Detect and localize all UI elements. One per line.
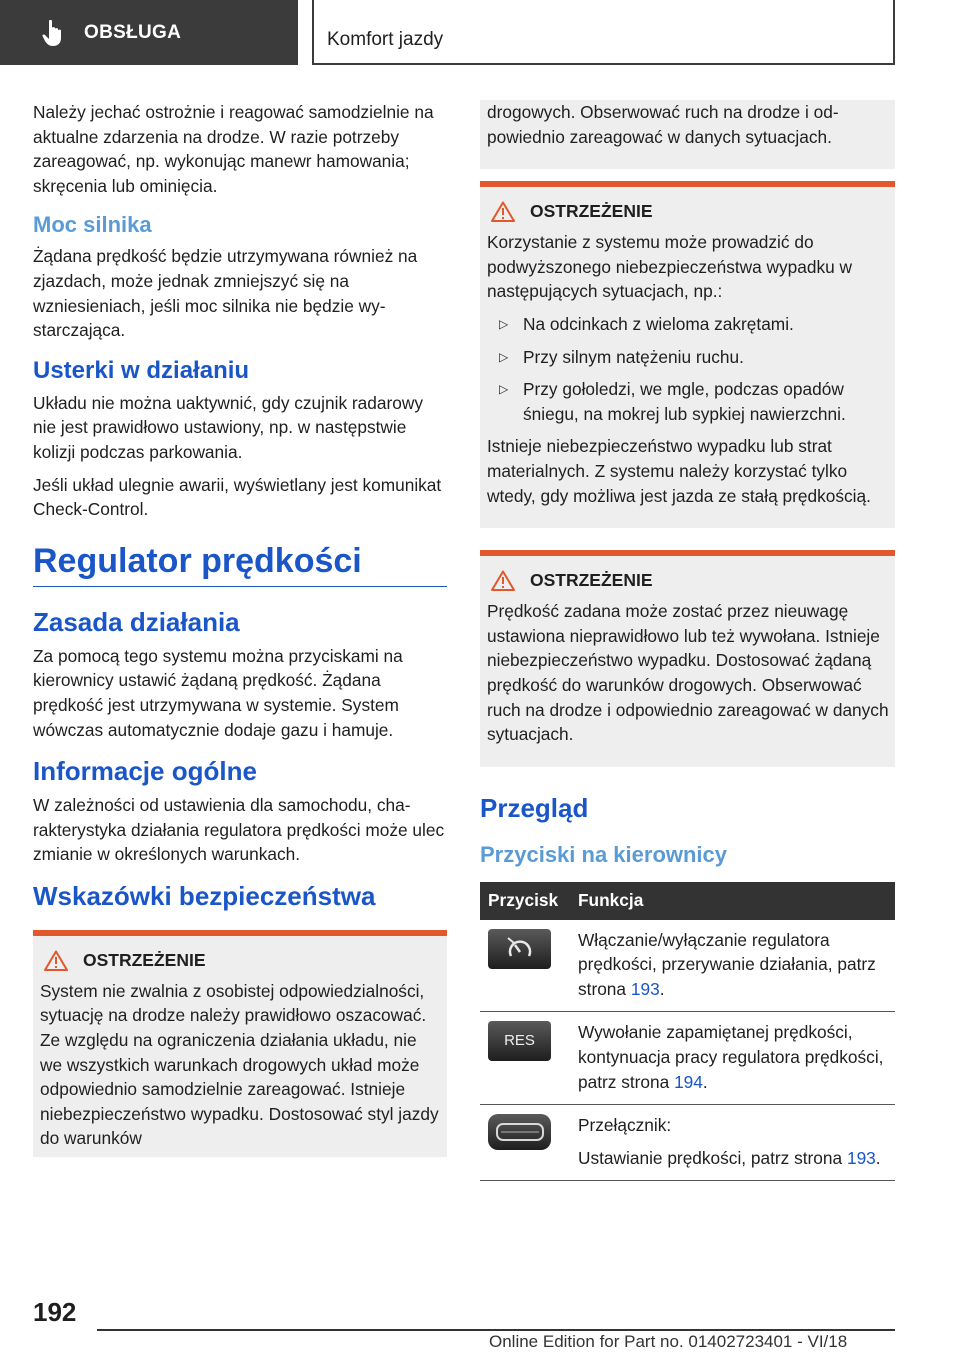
footer-divider xyxy=(97,1329,895,1331)
bullet-triangle-icon: ▷ xyxy=(499,382,509,397)
edition-note: Online Edition for Part no. 01402723401 - VI/18 xyxy=(489,1332,848,1351)
chapter-label: Komfort jazdy xyxy=(327,29,444,50)
col-header-przycisk: Przycisk xyxy=(480,882,574,920)
usterki-text-1: Układu nie można uaktywnić, gdy czujnik radarowy nie jest prawidłowo ustawiony, np. w następstwie kolizji podczas parkowania. xyxy=(33,392,423,462)
hand-pointer-icon xyxy=(42,19,64,47)
page-link-193[interactable]: 193 xyxy=(846,1147,876,1168)
warning-box-1 xyxy=(480,181,895,528)
warning-triangle-icon xyxy=(44,950,68,971)
bullet-triangle-icon: ▷ xyxy=(499,316,509,331)
continuation-text: drogowych. Obserwować ruch na drodze i odpowiednio zareagować w danych sytuacjach. xyxy=(487,102,839,147)
moc-silnika-heading: Moc silnika xyxy=(33,212,152,238)
warning-title: OSTRZEŻENIE xyxy=(40,950,441,971)
warning-text: System nie zwalnia z osobistej odpowiedzialności, sytuację na drodze należy prawidłowo oszacować. Ze względu na ograniczenia działania układu, nie we wszystkich warunkach drogowych układ może odpowiednio samodzielnie zareagować. Istnieje niebezpieczeństwo wypadku. Dostosować styl jazdy do warunków xyxy=(40,980,439,1149)
rocker-switch-icon xyxy=(488,1114,551,1150)
left-column xyxy=(33,100,447,1157)
warning-title: OSTRZEŻENIE xyxy=(487,201,889,222)
warning-title: OSTRZEŻENIE xyxy=(487,570,889,591)
main-title: Regulator prędkości xyxy=(33,540,447,587)
warning-box-2 xyxy=(480,550,895,767)
col-header-funkcja: Funkcja xyxy=(574,882,895,920)
page-link-194[interactable]: 194 xyxy=(674,1071,703,1092)
przyciski-heading: Przyciski na kierownicy xyxy=(480,841,728,867)
warning-2-text: Prędkość zadana może zostać przez nieuwagę ustawiona nieprawidłowo lub też wywołana. Istnieje niebezpieczeństwo wypadku. Dostosować żądaną prędkość do warunków drogowych. Obserwować ruch na drodze i odpowiednio zareagować w danych sytuacjach. xyxy=(487,601,889,745)
table-row: Włączanie/wyłączanie regulatora prędkości, przerywanie działania, patrz strona 193. xyxy=(480,920,895,1012)
table-row: RES Wywołanie zapamiętanej prędkości, kontynuacja pracy regulatora prędkości, patrz strona 194. xyxy=(480,1012,895,1105)
zasada-text: Za pomocą tego systemu można przyciskami na kierownicy ustawić żądaną prędkość. Żądana prędkość jest utrzymywana w systemie. System wówczas automatycznie dodaje gazu i hamuje. xyxy=(33,645,403,740)
warning-1-text-2: Istnieje niebezpieczeństwo wypadku lub strat materialnych. Z systemu należy korzystać tylko wtedy, gdy możliwa jest jazda ze stałą prędkością. xyxy=(487,436,871,506)
table-header-row xyxy=(480,882,895,920)
zasada-heading: Zasada działania xyxy=(33,606,240,637)
cruise-control-icon xyxy=(488,929,551,969)
table-row: Przełącznik: Ustawianie prędkości, patrz strona 193. xyxy=(480,1105,895,1181)
header-chapter-box xyxy=(312,0,895,65)
section-label: OBSŁUGA xyxy=(84,21,182,43)
page-link-193[interactable]: 193 xyxy=(630,978,660,999)
header-section-tab xyxy=(0,0,298,65)
bullet-item: ▷ Przy gołoledzi, we mgle, podczas opadów śniegu, na mokrej lub sypkiej nawierzchni. xyxy=(487,377,889,426)
informacje-heading: Informacje ogólne xyxy=(33,756,257,787)
moc-silnika-text: Żądana prędkość będzie utrzymywana również na zjazdach, może jednak zmniejszyć się na wzniesieniach, jeśli moc silnika nie będzie wystarczająca. xyxy=(33,246,418,341)
res-icon: RES xyxy=(488,1021,551,1061)
bullet-item: ▷ Przy silnym natężeniu ruchu. xyxy=(487,345,889,370)
warning-triangle-icon xyxy=(491,570,515,591)
przeglad-heading: Przegląd xyxy=(480,792,589,823)
informacje-text: W zależności od ustawienia dla samochodu, charakterystyka działania regulatora prędkości może ulec zmianie w określonych warunkach. xyxy=(33,795,445,865)
usterki-text-2: Jeśli układ ulegnie awarii, wyświetlany jest komunikat Check-Control. xyxy=(33,474,442,520)
intro-paragraph: Należy jechać ostrożnie i reagować samodzielnie na aktualne zdarzenia na drodze. W razie potrzeby zareagować, np. wykonując manewr hamowania; skręcenia lub ominięcia. xyxy=(33,102,434,196)
warning-1-text: Korzystanie z systemu może prowadzić do podwyższonego niebezpieczeństwa wypadku w następujących sytuacjach, np.: xyxy=(487,232,853,302)
wskazowki-heading: Wskazówki bezpieczeństwa xyxy=(33,880,376,911)
warning-triangle-icon xyxy=(491,201,515,222)
buttons-table xyxy=(480,882,895,1182)
warning-box-left xyxy=(33,930,447,1157)
usterki-heading: Usterki w działaniu xyxy=(33,356,250,384)
warning-continuation xyxy=(480,100,895,169)
bullet-item: ▷ Na odcinkach z wieloma zakrętami. xyxy=(487,312,889,337)
right-column xyxy=(480,100,895,1181)
page-number: 192 xyxy=(33,1297,77,1327)
bullet-triangle-icon: ▷ xyxy=(499,349,509,364)
